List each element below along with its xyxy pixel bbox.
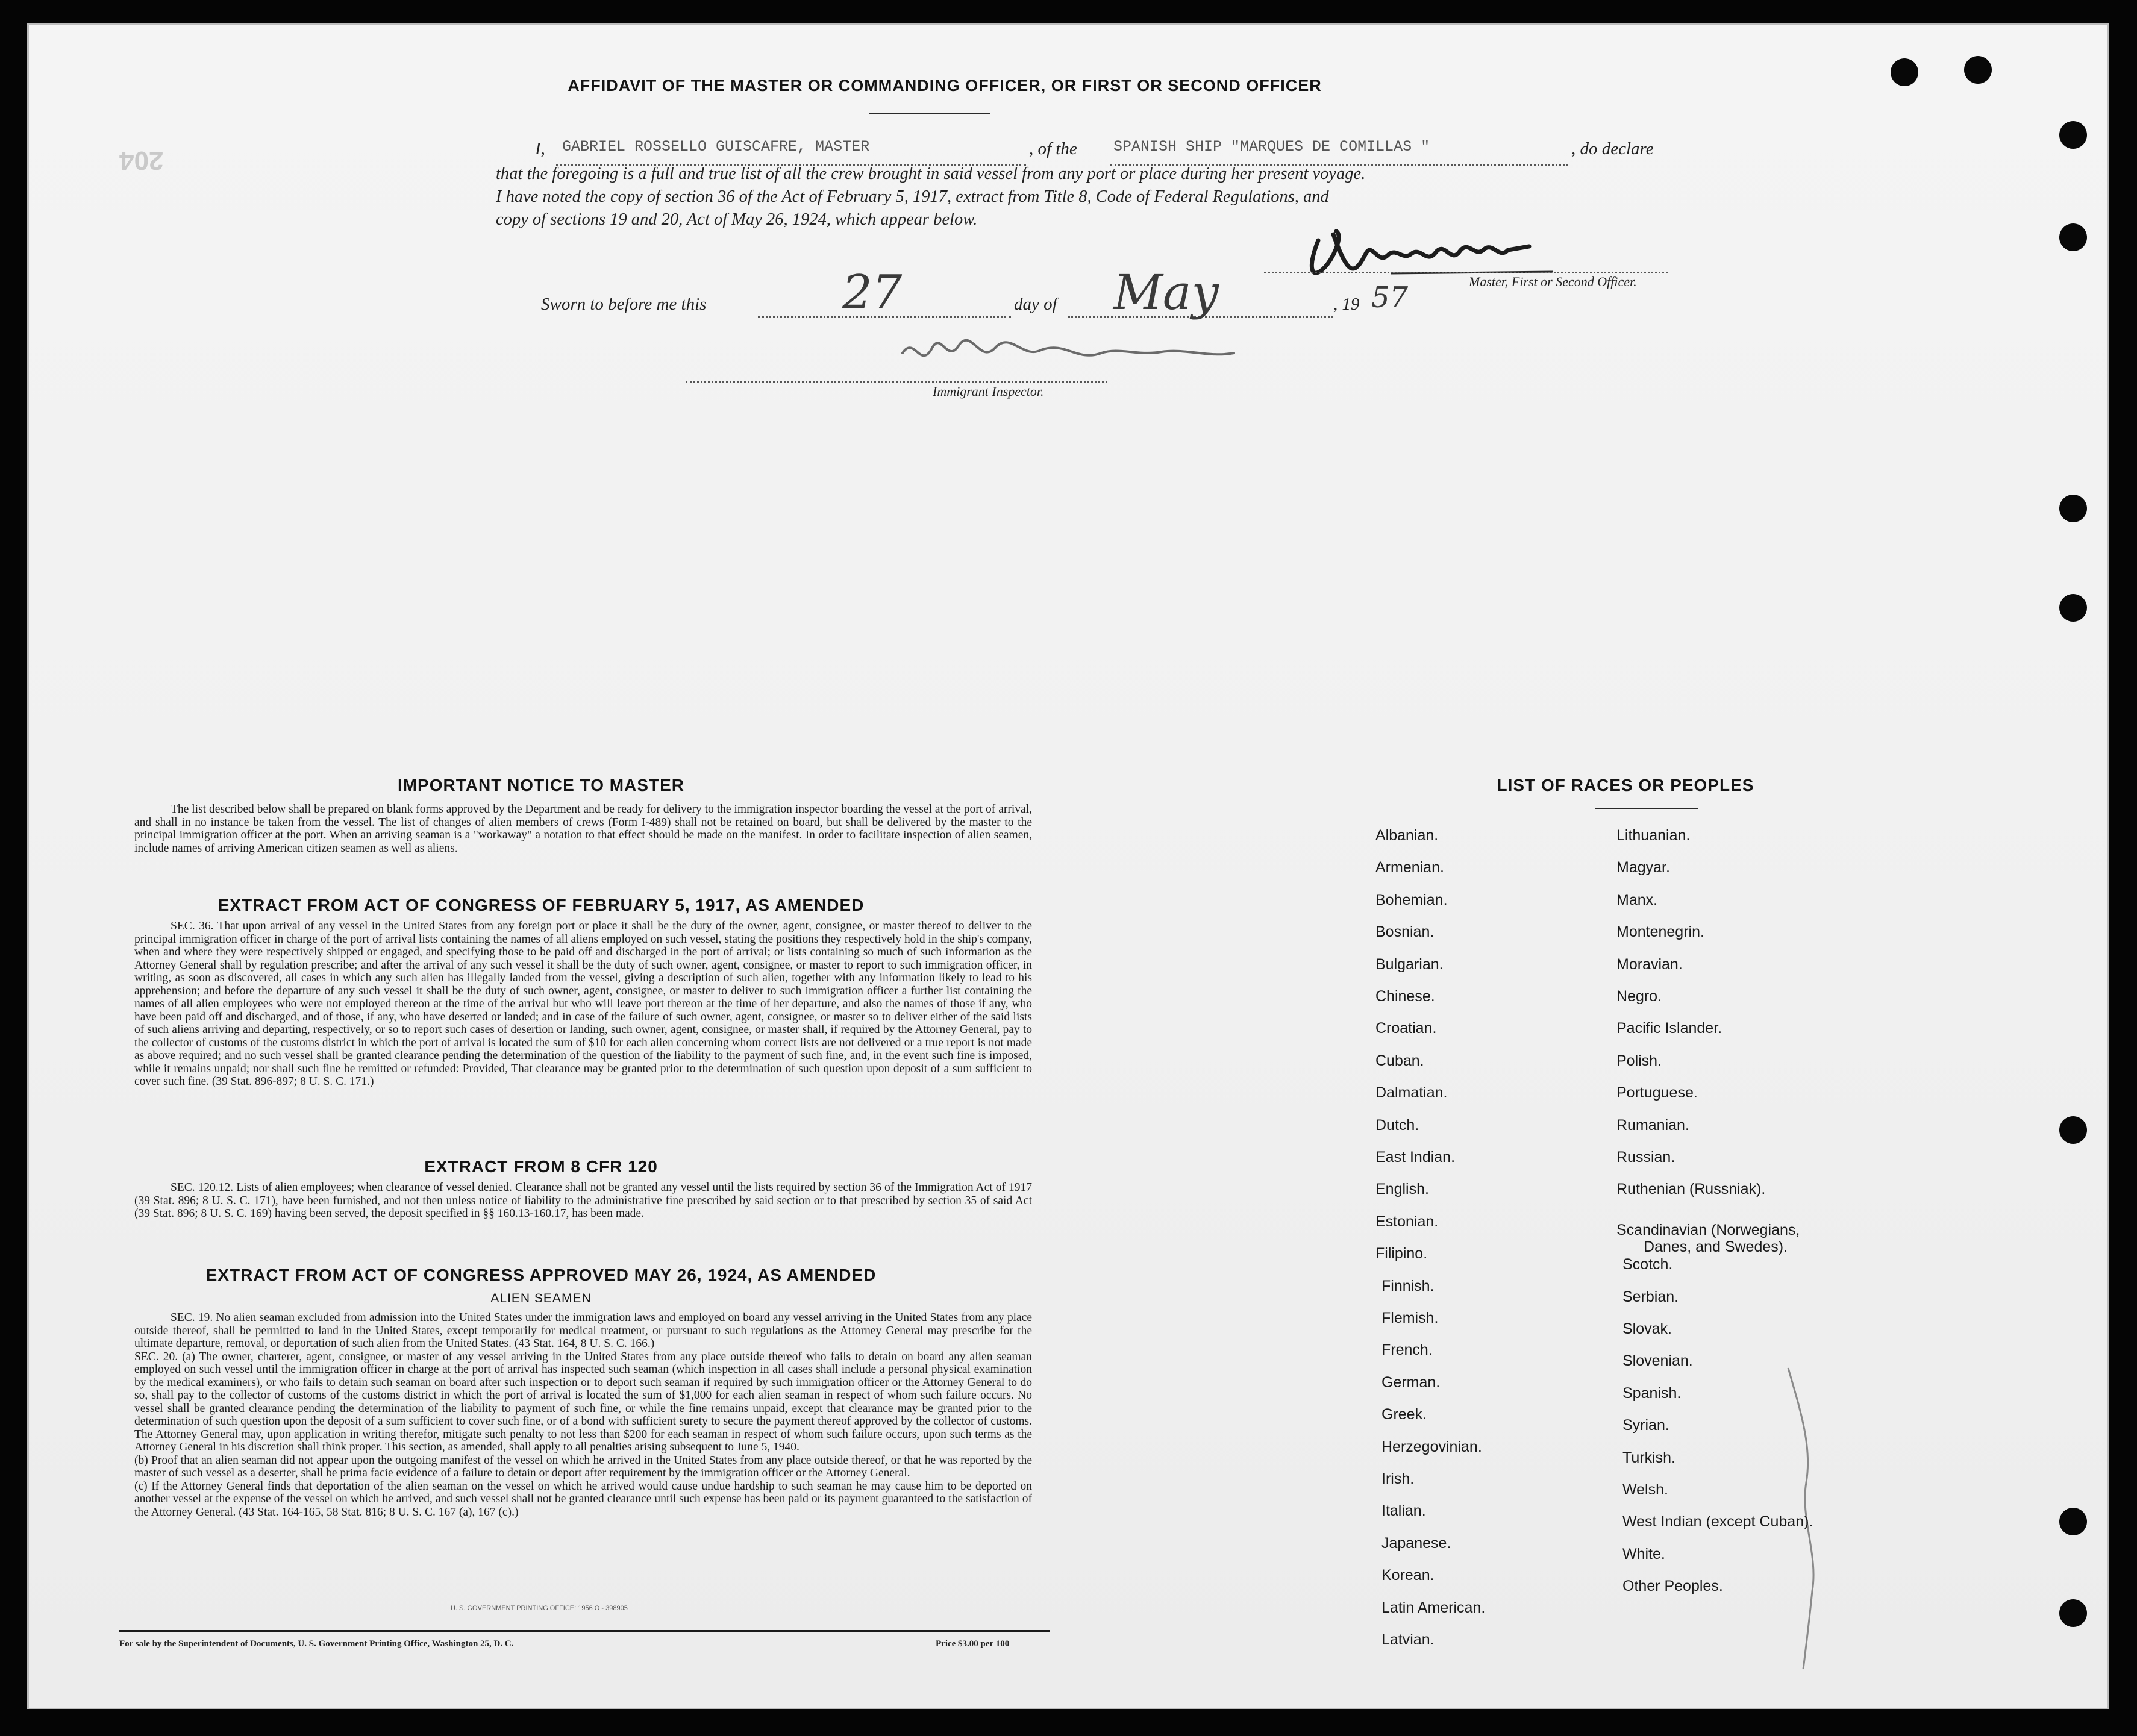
- race-item: Flemish.: [1381, 1310, 1439, 1326]
- race-item: Irish.: [1381, 1470, 1415, 1487]
- sworn-day-field: 27: [842, 266, 903, 320]
- extract-8cfr-title: EXTRACT FROM 8 CFR 120: [424, 1157, 658, 1176]
- race-item: Latin American.: [1381, 1599, 1486, 1616]
- extract-1924-subtitle: ALIEN SEAMEN: [490, 1291, 592, 1305]
- race-item: Chinese.: [1375, 988, 1435, 1005]
- master-name-field: GABRIEL ROSSELLO GUISCAFRE, MASTER: [562, 138, 870, 155]
- race-item: Polish.: [1616, 1052, 1662, 1069]
- race-item: Italian.: [1381, 1502, 1426, 1520]
- affidavit-line-4: copy of sections 19 and 20, Act of May 26, 1924, which appear below.: [496, 210, 978, 229]
- race-item: Korean.: [1381, 1567, 1435, 1584]
- year-prefix: , 19: [1333, 295, 1360, 314]
- race-item: Welsh.: [1622, 1481, 1668, 1498]
- race-item: Scandinavian (Norwegians,: [1616, 1221, 1800, 1238]
- race-item: Croatian.: [1375, 1020, 1437, 1037]
- inspector-caption: Immigrant Inspector.: [933, 384, 1044, 399]
- affidavit-title-rule: [869, 113, 990, 114]
- race-item: Bosnian.: [1375, 923, 1435, 941]
- extract-8cfr-text: SEC. 120.12. Lists of alien employees; when clearance of vessel denied. Clearance shall not be granted any vessel until the lists required by section 36 of the Immigration Act of 1917 (39 Stat. 896; 8 U. S. C. 171), have been furnished, and not then unless notice of liability to the administrative fine prescribed by said section or to that prescribed by section 35 of said Act (39 Stat. 896; 8 U. S. C. 169) having been served, the deposit specified in §§ 160.13-160.17, has been made.: [134, 1181, 1032, 1220]
- race-item: Pacific Islander.: [1616, 1020, 1722, 1037]
- race-item: Ruthenian (Russniak).: [1616, 1181, 1766, 1198]
- footer-rule: [119, 1630, 1050, 1632]
- vessel-name-field: SPANISH SHIP "MARQUES DE COMILLAS ": [1113, 138, 1430, 155]
- race-item: Serbian.: [1622, 1288, 1679, 1305]
- race-item: Montenegrin.: [1616, 923, 1704, 941]
- notice-text: The list described below shall be prepared on blank forms approved by the Department and be ready for delivery to the immigration inspector boarding the vessel at the port of arrival, and shall in no instance be taken from the vessel. The list of changes of alien members of crews (Form I-489) shall not be retained on board, but shall be delivered by the master to the principal immigration officer at the port. When an arriving seaman is a "workaway" a notation to that effect should be made on the manifest. In order to facilitate inspection of alien seamen, include names of arriving American citizen seamen as well as aliens.: [134, 803, 1032, 855]
- race-item: Turkish.: [1622, 1449, 1675, 1466]
- extract-1924-text: SEC. 19. No alien seaman excluded from admission into the United States under the immigration laws and employed on board any vessel arriving in the United States from any place outside thereof, shall be permitted to land in the United States, except temporarily for medical treatment, or pursuant to such regulations as the Attorney General may prescribe for the ultimate departure, removal, or deportation of such alien from the United States. (43 Stat. 164, 8 U. S. C. 166.) SEC. 20. (a) The owner, charterer, agent, consignee, or master of any vessel arriving in the United States from any place outside thereof who fails to detain on board any alien seaman employed on such vessel until the immigration officer in charge at the port of arrival has inspected such seaman (which inspection in all cases shall include a personal physical examination by the medical examiners), or who fails to detain such seaman on board after such inspection or to deport such seaman if required by such immigration officer or the Attorney General to do so, shall pay to the collector of customs of the customs district in which the port of arrival is located the sum of $1,000 for each alien seaman in respect of whom such failure occurs. No vessel shall be granted clearance pending the determination of the liability to payment of such fine, or while the fine remains unpaid, except that clearance may be granted prior to the determination of such question upon the deposit of a sum sufficient to cover such fine, or of a bond with sufficient surety to secure the payment thereof approved by the collector of customs. The Attorney General may, upon application in writing therefor, mitigate such penalty to not less than $200 for each seaman in respect of whom such failure occurs, upon such terms as the Attorney General in his discretion shall think proper. This section, as amended, shall apply to all penalties arising subsequent to June 5, 1940. (b) Proof that an alien seaman did not appear upon the outgoing manifest of the vessel on which he arrived in the United States from any place outside thereof, or that he was reported by the master of such vessel as a deserter, shall be prima facie evidence of a failure to detain or deport after requirement by the immigration officer or the Attorney General. (c) If the Attorney General finds that deportation of the alien seaman on the vessel on which he arrived would cause undue hardship to such seaman he may cause him to be deported on another vessel at the expense of the vessel on which he arrived, and such vessel shall not be granted clearance until such expense has been paid or its payment guaranteed to the satisfaction of the Attorney General. (43 Stat. 164-165, 58 Stat. 816; 8 U. S. C. 167 (a), 167 (c).): [134, 1311, 1032, 1519]
- race-item: French.: [1381, 1341, 1433, 1359]
- race-item: Russian.: [1616, 1149, 1675, 1166]
- sworn-month-field: May: [1113, 264, 1219, 320]
- race-item: Portuguese.: [1616, 1084, 1698, 1102]
- race-item: Dalmatian.: [1375, 1084, 1448, 1102]
- day-of-label: day of: [1014, 295, 1057, 314]
- race-item: Japanese.: [1381, 1534, 1451, 1552]
- affidavit-of-the: , of the: [1029, 139, 1077, 158]
- race-item: White.: [1622, 1545, 1665, 1563]
- extract-1917-text: SEC. 36. That upon arrival of any vessel in the United States from any foreign port or place it shall be the duty of the owner, agent, consignee, or master thereof to deliver to the principal immigration officer in charge of the port of arrival lists containing the names of all aliens employed on such vessel, stating the positions they respectively hold in the ship's company, when and where they were respectively shipped or engaged, and specifying those to be paid off and discharged in the port of arrival; or lists containing so much of such information as the Attorney General shall by regulation prescribe; and after the arrival of any such vessel it shall be the duty of such owner, agent, consignee, or master to report to such immigration officer, in writing, as soon as discovered, all cases in which any such alien has illegally landed from the vessel, giving a description of such alien, together with any information likely to lead to his apprehension; and before the departure of any such vessel it shall be the duty of such owner, agent, consignee, or master to deliver to such immigration officer a further list containing the names of all alien employees who were not employed thereon at the time of the arrival but who will leave port thereon at the time of her departure, and also the names of those if any, who have been paid off and discharged, and of those, if any, who have deserted or landed; and in case of the failure of such owner, agent, consignee, or master so to deliver either of the said lists of such aliens arriving and departing, respectively, or so to report such cases of desertion or landing, such owner, agent, consignee, or master shall, if required by the Attorney General, pay to the collector of customs of the customs district in which the port of arrival is located the sum of $10 for each alien concerning whom correct lists are not delivered or a true report is not made as above required; and no such vessel shall be granted clearance pending the determination of the question of the liability to the payment of such fine, and, in the event such fine is imposed, while it remains unpaid; nor shall such fine be remitted or refunded: Provided, That clearance may be granted prior to the determination of such question upon deposit of a sum sufficient to cover such fine. (39 Stat. 896-897; 8 U. S. C. 171.): [134, 920, 1032, 1088]
- punch-hole: [2059, 223, 2087, 251]
- affidavit-line-3: I have noted the copy of section 36 of the Act of February 5, 1917, extract from Title 8, Code of Federal Regulations, and: [496, 187, 1329, 206]
- race-item: Cuban.: [1375, 1052, 1424, 1069]
- race-item: Bulgarian.: [1375, 955, 1444, 973]
- race-item: Albanian.: [1375, 827, 1439, 844]
- signature-caption: Master, First or Second Officer.: [1469, 274, 1637, 289]
- races-title-rule: [1595, 808, 1698, 809]
- race-item: East Indian.: [1375, 1149, 1456, 1166]
- race-item: Finnish.: [1381, 1277, 1435, 1294]
- race-item: Syrian.: [1622, 1417, 1669, 1434]
- document-page: [27, 23, 2109, 1709]
- punch-hole: [2059, 1599, 2087, 1627]
- year-suffix-field: 57: [1371, 281, 1409, 314]
- punch-hole: [2059, 495, 2087, 522]
- race-item: Dutch.: [1375, 1116, 1419, 1134]
- race-item: Moravian.: [1616, 955, 1683, 973]
- punch-hole: [2059, 1116, 2087, 1144]
- extract-1924-title: EXTRACT FROM ACT OF CONGRESS APPROVED MAY 26, 1924, AS AMENDED: [205, 1266, 877, 1284]
- race-item: Rumanian.: [1616, 1116, 1689, 1134]
- punch-hole: [2059, 121, 2087, 149]
- page-number: 204: [119, 146, 164, 175]
- extract-1917-title: EXTRACT FROM ACT OF CONGRESS OF FEBRUARY 5, 1917, AS AMENDED: [217, 896, 865, 914]
- race-item: Filipino.: [1375, 1245, 1428, 1263]
- footer-price: Price $3.00 per 100: [936, 1639, 1010, 1649]
- race-item: Negro.: [1616, 988, 1662, 1005]
- punch-hole: [2059, 594, 2087, 622]
- affidavit-title: AFFIDAVIT OF THE MASTER OR COMMANDING OFFICER, OR FIRST OR SECOND OFFICER: [568, 76, 1322, 95]
- footer-sale-text: For sale by the Superintendent of Documents, U. S. Government Printing Office, Washington 25, D. C.: [119, 1639, 514, 1649]
- printer-line: U. S. GOVERNMENT PRINTING OFFICE: 1956 O - 398905: [451, 1605, 628, 1612]
- race-item: English.: [1375, 1181, 1429, 1198]
- race-item: Lithuanian.: [1616, 827, 1691, 844]
- race-item: German.: [1381, 1373, 1441, 1391]
- race-item: Bohemian.: [1375, 891, 1448, 908]
- race-item: Slovak.: [1622, 1320, 1672, 1337]
- race-item: Latvian.: [1381, 1631, 1435, 1648]
- affidavit-do-declare: , do declare: [1571, 139, 1654, 158]
- punch-hole: [2059, 1508, 2087, 1535]
- punch-hole: [1964, 56, 1992, 84]
- race-item: Other Peoples.: [1622, 1578, 1723, 1595]
- race-item: Danes, and Swedes).: [1644, 1238, 1788, 1255]
- race-item: Herzegovinian.: [1381, 1438, 1482, 1455]
- race-item: Spanish.: [1622, 1384, 1682, 1402]
- inspector-line: [686, 381, 1107, 383]
- race-item: Slovenian.: [1622, 1352, 1693, 1370]
- race-item: Armenian.: [1375, 859, 1444, 876]
- race-item: Manx.: [1616, 891, 1658, 908]
- race-item: Scotch.: [1622, 1256, 1673, 1273]
- affidavit-i-prefix: I,: [535, 139, 545, 158]
- race-item: West Indian (except Cuban).: [1622, 1513, 1813, 1531]
- race-item: Estonian.: [1375, 1213, 1439, 1230]
- race-item: Greek.: [1381, 1406, 1427, 1423]
- notice-title: IMPORTANT NOTICE TO MASTER: [397, 776, 685, 795]
- punch-hole: [1891, 58, 1918, 86]
- signature-line: [1264, 272, 1668, 273]
- affidavit-line-2: that the foregoing is a full and true list of all the crew brought in said vessel from any port or place during her present voyage.: [496, 164, 1366, 183]
- race-item: Magyar.: [1616, 859, 1670, 876]
- inspector-signature: [896, 323, 1270, 377]
- sworn-prefix: Sworn to before me this: [541, 295, 707, 314]
- races-title: LIST OF RACES OR PEOPLES: [1497, 776, 1754, 795]
